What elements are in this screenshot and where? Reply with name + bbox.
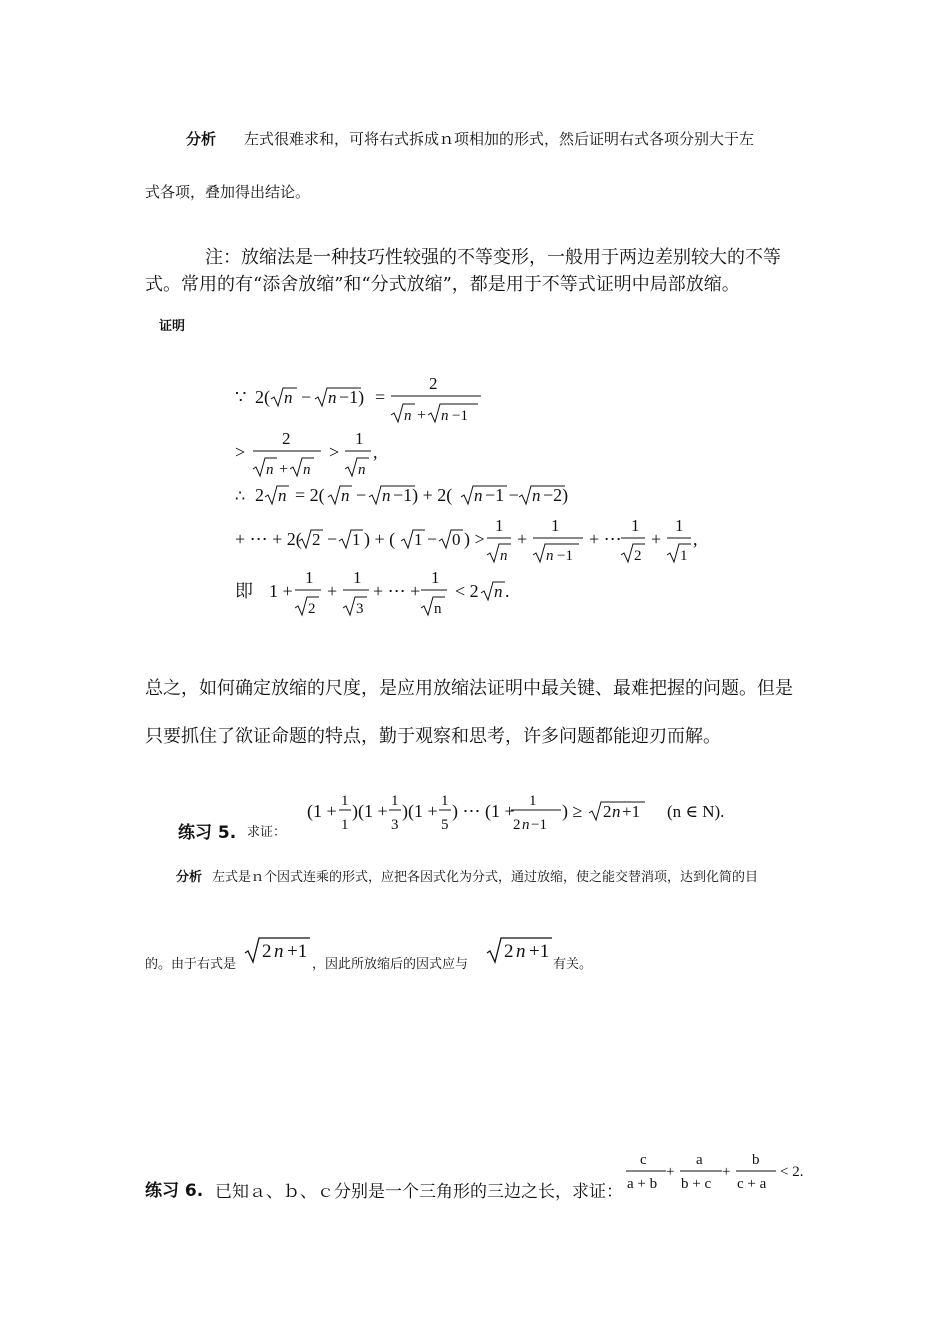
analysis2-line2-c: 有关。	[553, 957, 593, 972]
svg-text:−1 −: −1 −	[485, 485, 519, 505]
sqrt-2n-plus-1-a	[244, 935, 310, 965]
svg-text:−1: −1	[452, 408, 468, 424]
exercise5-condition: (n ∈ N).	[667, 802, 725, 821]
summary-line1: 总之，如何确定放缩的尺度，是应用放缩法证明中最关键、最难把握的问题。但是	[145, 678, 793, 699]
svg-text:−2): −2)	[543, 485, 569, 505]
svg-text:n: n	[494, 582, 503, 601]
svg-text:(1 +: (1 +	[307, 801, 337, 821]
svg-text:−1): −1)	[339, 387, 365, 407]
svg-text:+ ⋯: + ⋯	[589, 529, 622, 549]
svg-text:−: −	[427, 529, 438, 549]
because-symbol: ∵	[235, 387, 247, 407]
svg-text:+: +	[666, 1164, 675, 1180]
svg-text:n: n	[278, 486, 287, 505]
note-line2: 式。常用的有“添舍放缩”和“分式放缩”，都是用于不等式证明中局部放缩。	[145, 274, 740, 295]
svg-text:b: b	[752, 1152, 760, 1168]
svg-text:c + a: c + a	[737, 1176, 767, 1192]
svg-text:+ ⋯ + 2(: + ⋯ + 2(	[235, 529, 302, 549]
svg-text:)(1 +: )(1 +	[352, 801, 388, 821]
svg-text:) >: ) >	[464, 529, 485, 549]
svg-text:+ ⋯ +: + ⋯ +	[373, 581, 421, 601]
svg-text:1: 1	[353, 568, 362, 587]
svg-text:2: 2	[262, 941, 272, 962]
svg-text:n: n	[441, 408, 449, 424]
svg-text:−: −	[356, 485, 367, 505]
svg-text:2(: 2(	[255, 387, 270, 407]
svg-text:1: 1	[441, 793, 449, 809]
svg-text:1: 1	[675, 516, 684, 535]
svg-text:−1) + 2(: −1) + 2(	[393, 485, 453, 505]
svg-text:2: 2	[255, 485, 264, 505]
svg-text:1: 1	[529, 793, 537, 809]
analysis-text-line2: 式各项，叠加得出结论。	[145, 183, 311, 201]
svg-text:2: 2	[603, 802, 612, 821]
analysis2-line2-a: 的。由于右式是	[145, 957, 237, 972]
svg-text:b + c: b + c	[681, 1176, 712, 1192]
svg-text:−1: −1	[557, 548, 573, 564]
svg-text:) + (: ) + (	[364, 529, 396, 549]
proof-label: 证明	[159, 319, 186, 334]
svg-text:2: 2	[504, 941, 514, 962]
svg-text:=: =	[375, 387, 386, 407]
svg-text:+: +	[651, 529, 662, 549]
exercise5-prove: 求证：	[247, 825, 287, 840]
svg-text:n: n	[434, 601, 442, 617]
svg-text:n: n	[532, 486, 541, 505]
svg-text:+1: +1	[622, 802, 641, 821]
svg-text:−: −	[327, 529, 338, 549]
exercise6-text: 已知ａ、ｂ、ｃ分别是一个三角形的三边之长，求证：	[215, 1182, 623, 1202]
svg-text:)(1 +: )(1 +	[402, 801, 438, 821]
svg-text:>: >	[235, 442, 246, 462]
svg-text:1: 1	[391, 793, 399, 809]
svg-text:+1: +1	[529, 941, 550, 962]
svg-text:a + b: a + b	[627, 1176, 658, 1192]
svg-text:+: +	[722, 1164, 731, 1180]
svg-text:a: a	[696, 1152, 703, 1168]
svg-text:0: 0	[452, 530, 461, 549]
svg-text:1: 1	[551, 516, 560, 535]
svg-text:n: n	[474, 486, 483, 505]
svg-text:n: n	[516, 941, 526, 962]
therefore-symbol: ∴	[235, 488, 246, 505]
svg-text:+: +	[417, 407, 427, 424]
ie-label: 即	[235, 581, 253, 601]
analysis2-label: 分析	[176, 870, 203, 885]
svg-text:2: 2	[429, 374, 438, 393]
analysis2-line2-b: ，因此所放缩后的因式应与	[312, 957, 469, 972]
note-line1: 注：放缩法是一种技巧性较强的不等变形，一般用于两边差别较大的不等	[205, 247, 781, 268]
svg-text:1 +: 1 +	[269, 581, 293, 601]
svg-text:n: n	[303, 462, 311, 478]
svg-text:1: 1	[355, 429, 364, 448]
svg-text:5: 5	[441, 817, 449, 833]
sqrt-2n-plus-1-b	[486, 935, 552, 965]
svg-text:n: n	[341, 486, 350, 505]
svg-text:= 2(: = 2(	[295, 485, 325, 505]
svg-text:n: n	[612, 802, 621, 821]
svg-text:1: 1	[414, 530, 423, 549]
svg-text:2: 2	[312, 530, 321, 549]
svg-text:n: n	[284, 388, 293, 407]
svg-text:1: 1	[341, 793, 349, 809]
svg-text:+: +	[517, 529, 528, 549]
svg-text:3: 3	[356, 601, 364, 617]
svg-text:+1: +1	[287, 941, 308, 962]
svg-text:n: n	[266, 462, 274, 478]
svg-text:1: 1	[352, 530, 361, 549]
summary-line2: 只要抓住了欲证命题的特点，勤于观察和思考，许多问题都能迎刃而解。	[145, 726, 721, 747]
svg-text:1: 1	[341, 817, 349, 833]
analysis-label: 分析	[186, 130, 217, 148]
svg-text:2: 2	[308, 601, 316, 617]
proof-formula	[225, 365, 725, 625]
exercise6-label: 练习 6.	[145, 1181, 204, 1201]
svg-text:< 2: < 2	[455, 581, 479, 601]
svg-text:,: ,	[693, 529, 698, 549]
svg-text:n: n	[522, 817, 530, 833]
svg-text:n: n	[328, 388, 337, 407]
svg-text:+: +	[327, 581, 338, 601]
svg-text:) ⋯ (1 +: ) ⋯ (1 +	[452, 801, 515, 821]
svg-text:−: −	[301, 387, 312, 407]
svg-text:1: 1	[431, 568, 440, 587]
svg-text:1: 1	[680, 548, 688, 564]
svg-text:2: 2	[513, 817, 521, 833]
svg-text:n: n	[500, 548, 508, 564]
exercise6-formula	[622, 1148, 812, 1198]
svg-text:n: n	[274, 941, 284, 962]
svg-text:+: +	[279, 461, 289, 478]
exercise5-label: 练习 5.	[178, 823, 237, 843]
svg-text:n: n	[404, 408, 412, 424]
svg-text:) ≥: ) ≥	[562, 801, 583, 821]
svg-text:n: n	[546, 548, 554, 564]
svg-text:< 2.: < 2.	[780, 1164, 804, 1180]
analysis2-line1: 左式是ｎ个因式连乘的形式，应把各因式化为分式，通过放缩，使之能交替消项，达到化简的目	[212, 870, 759, 885]
svg-text:>: >	[329, 442, 340, 462]
svg-text:.: .	[505, 581, 510, 601]
svg-text:3: 3	[391, 817, 399, 833]
svg-text:−1: −1	[531, 817, 547, 833]
svg-text:n: n	[358, 462, 366, 478]
svg-text:1: 1	[495, 516, 504, 535]
svg-text:1: 1	[631, 516, 640, 535]
svg-text:2: 2	[282, 429, 291, 448]
svg-text:1: 1	[305, 568, 314, 587]
svg-text:,: ,	[373, 442, 378, 462]
svg-text:2: 2	[634, 548, 642, 564]
svg-text:n: n	[382, 486, 391, 505]
svg-text:c: c	[640, 1152, 647, 1168]
analysis-text-line1: 左式很难求和，可将右式拆成ｎ项相加的形式，然后证明右式各项分别大于左	[244, 130, 755, 148]
